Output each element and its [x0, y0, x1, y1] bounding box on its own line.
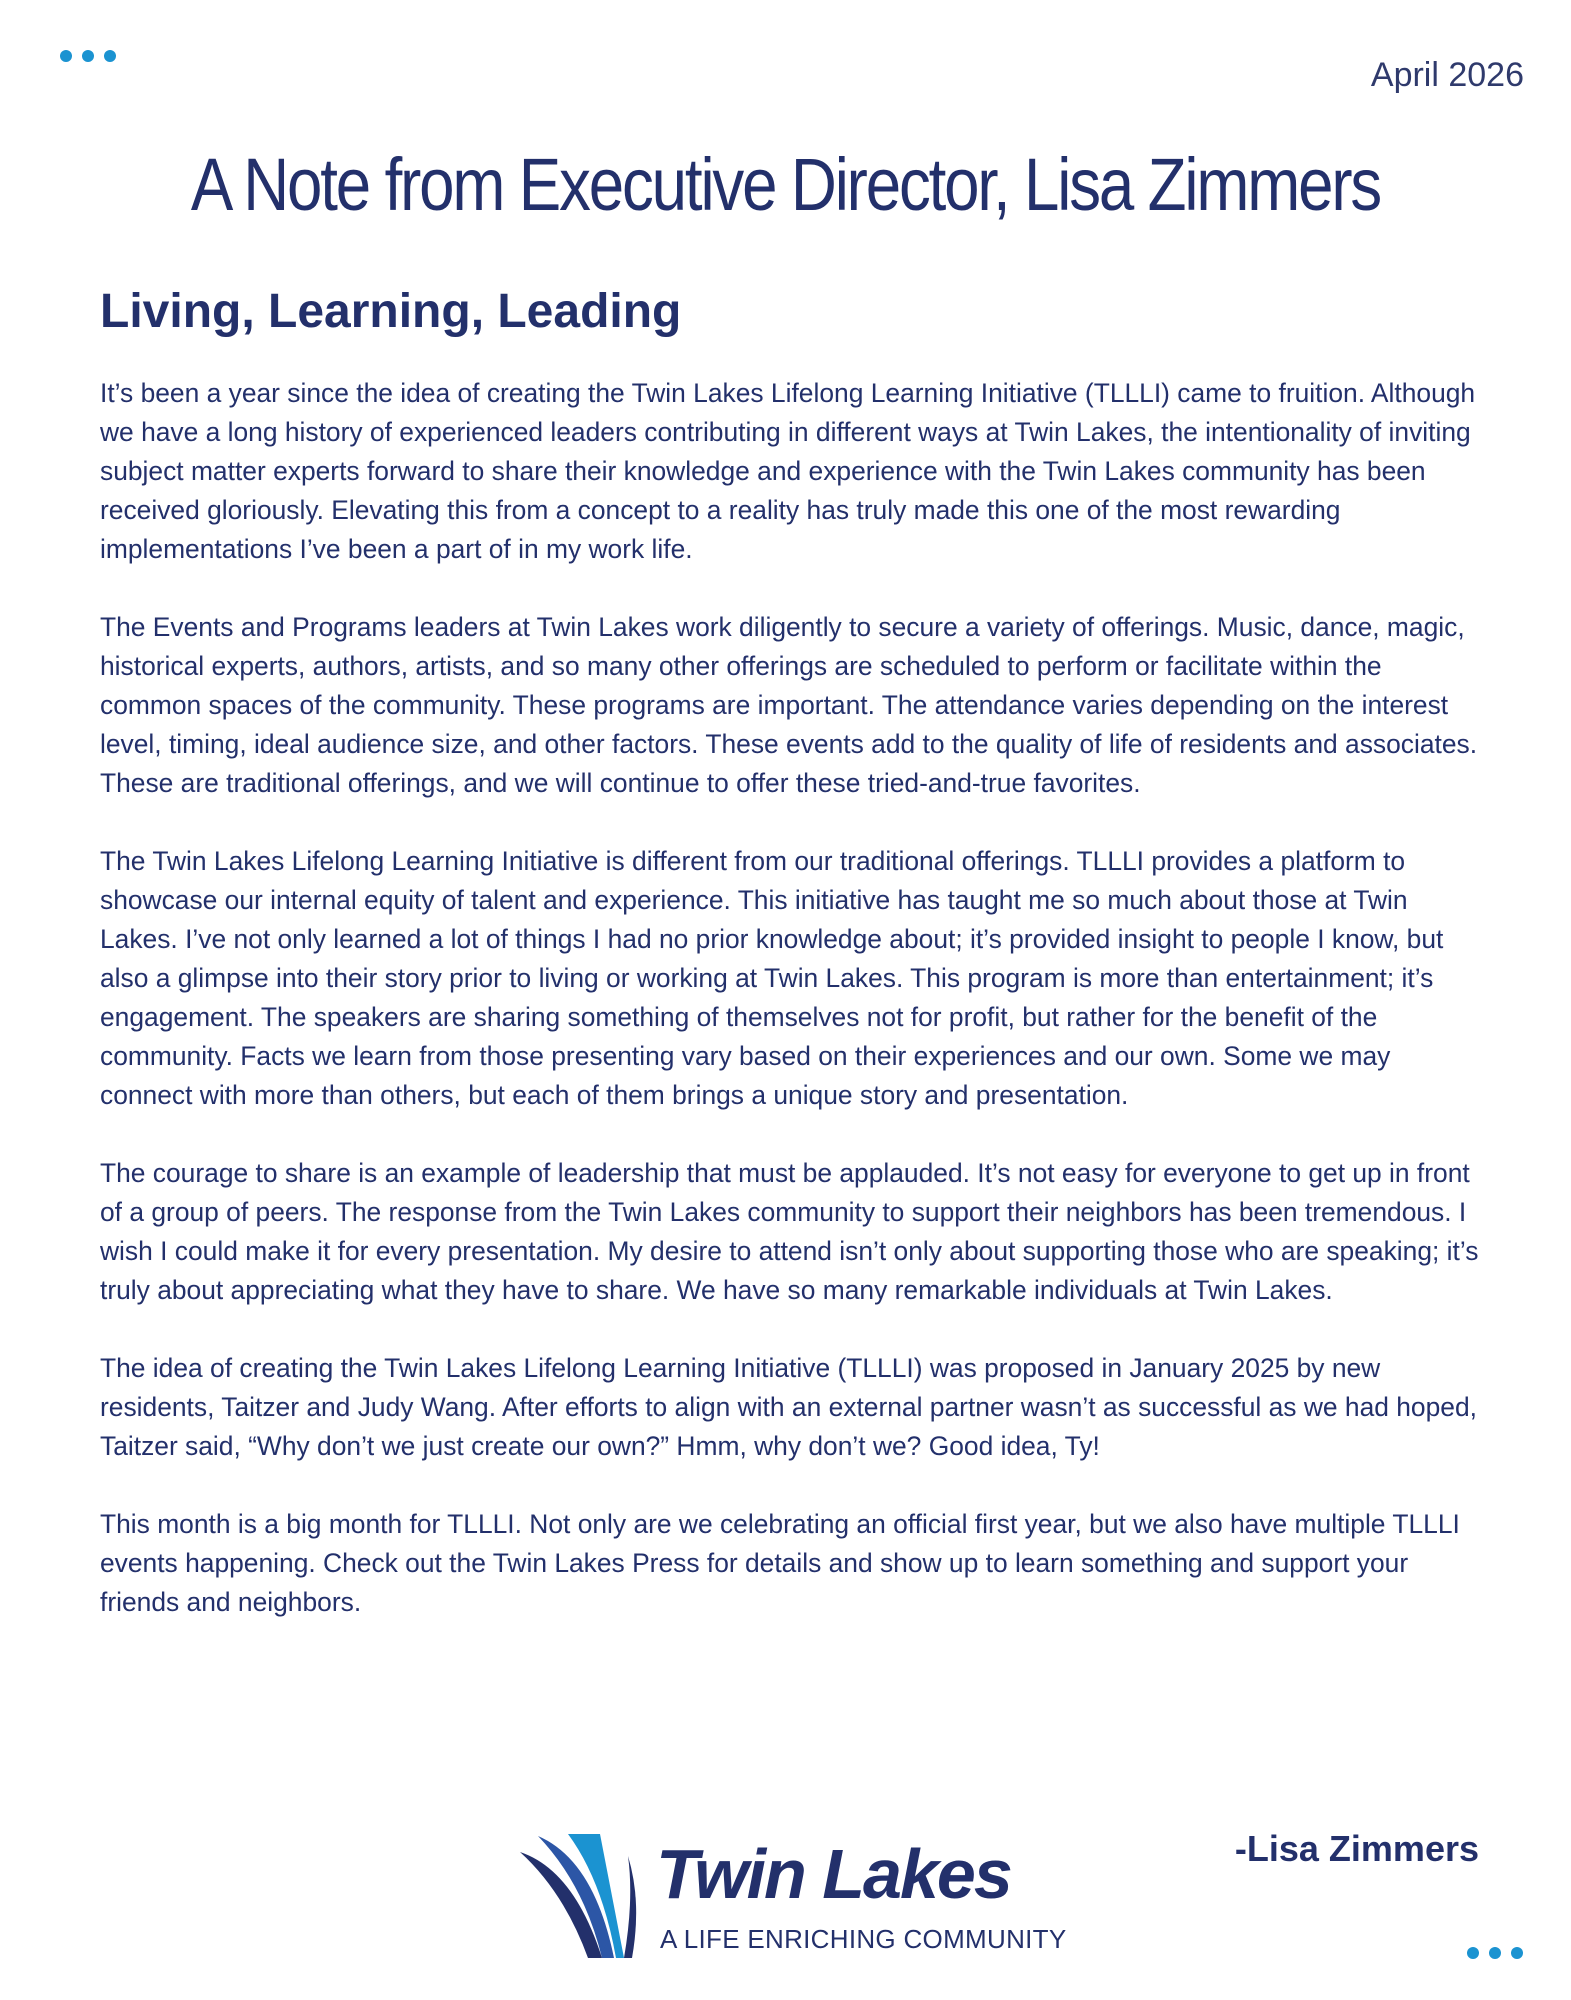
paragraph: It’s been a year since the idea of creating the Twin Lakes Lifelong Learning Initiative (TLLLI) came to fruition. Although we have a long history of experienced leaders contributing in different ways at Twin Lakes, the intentionality of inviting subject matter experts forward to share their knowledge and experience with the Twin Lakes community has been received gloriously. Elevating this from a concept to a reality has truly made this one of the most rewarding implementations I’ve been a part of in my work life.: [100, 378, 1476, 564]
signature: -Lisa Zimmers: [1234, 1828, 1479, 1869]
decorative-dots-top: [60, 50, 116, 62]
paragraph: This month is a big month for TLLLI. Not only are we celebrating an official first year, but we also have multiple TLLLI events happening. Check out the Twin Lakes Press for details and show up to learn something and support your friends and neighbors.: [100, 1509, 1460, 1617]
dot: [82, 50, 94, 62]
dot: [104, 50, 116, 62]
dot: [60, 50, 72, 62]
twin-lakes-logo: [516, 1830, 1076, 1960]
article-body: [100, 374, 1490, 1661]
dot: [1489, 1947, 1501, 1959]
page-title: A Note from Executive Director, Lisa Zimmers: [190, 143, 1381, 226]
issue-date: April 2026: [1370, 56, 1524, 94]
paragraph: The courage to share is an example of leadership that must be applauded. It’s not easy for everyone to get up in front of a group of peers. The response from the Twin Lakes community to support their neighbors has been tremendous. I wish I could make it for every presentation. My desire to attend isn’t only about supporting those who are speaking; it’s truly about appreciating what they have to share. We have so many remarkable individuals at Twin Lakes.: [100, 1158, 1479, 1305]
paragraph: The Events and Programs leaders at Twin Lakes work diligently to secure a variety of offerings. Music, dance, magic, historical experts, authors, artists, and so many other offerings are scheduled to perform or facilitate within the common spaces of the community. These programs are important. The attendance varies depending on the interest level, timing, ideal audience size, and other factors. These events add to the quality of life of residents and associates. These are traditional offerings, and we will continue to offer these tried-and-true favorites.: [100, 612, 1478, 798]
logo-tagline: A LIFE ENRICHING COMMUNITY: [660, 1924, 1067, 1954]
paragraph: The idea of creating the Twin Lakes Lifelong Learning Initiative (TLLLI) was proposed in January 2025 by new residents, Taitzer and Judy Wang. After efforts to align with an external partner wasn’t as successful as we had hoped, Taitzer said, “Why don’t we just create our own?” Hmm, why don’t we? Good idea, Ty!: [100, 1353, 1477, 1461]
paragraph: The Twin Lakes Lifelong Learning Initiative is different from our traditional offerings. TLLLI provides a platform to showcase our internal equity of talent and experience. This initiative has taught me so much about those at Twin Lakes. I’ve not only learned a lot of things I had no prior knowledge about; it’s provided insight to people I know, but also a glimpse into their story prior to living or working at Twin Lakes. This program is more than entertainment; it’s engagement. The speakers are sharing something of themselves not for profit, but rather for the benefit of the community. Facts we learn from those presenting vary based on their experiences and our own. Some we may connect with more than others, but each of them brings a unique story and presentation.: [100, 846, 1444, 1110]
dot: [1467, 1947, 1479, 1959]
dot: [1511, 1947, 1523, 1959]
article-subtitle: Living, Learning, Leading: [100, 285, 682, 338]
logo-mark-icon: [516, 1830, 656, 1960]
logo-name: Twin Lakes: [656, 1835, 1011, 1913]
decorative-dots-bottom: [1467, 1947, 1523, 1959]
